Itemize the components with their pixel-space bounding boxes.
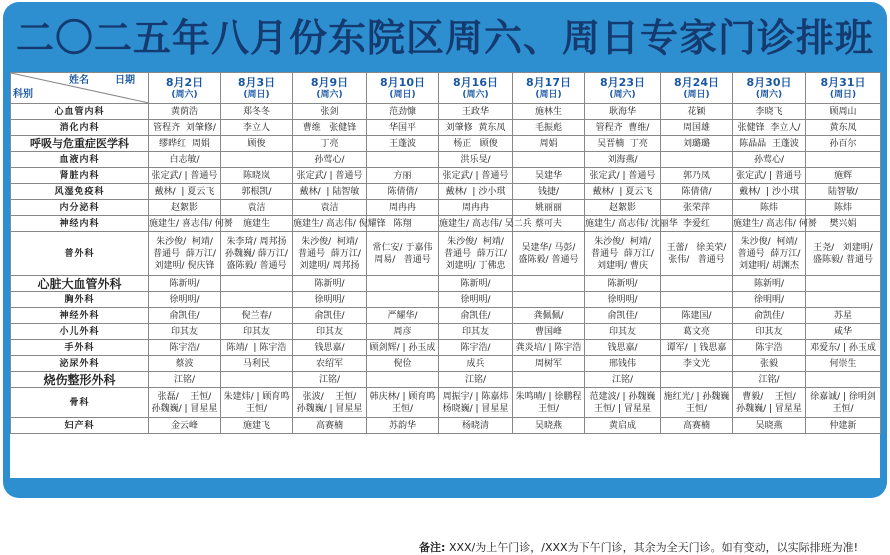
schedule-row — [11, 388, 881, 418]
doctor-cell: 丁亮 — [293, 136, 367, 152]
doctor-cell — [513, 152, 585, 168]
doctor-cell: 张荣萍 — [661, 200, 733, 216]
doctor-cell: 陈翔 — [367, 216, 439, 232]
doctor-cell: 施建生 — [221, 216, 293, 232]
doctor-cell: 倪兰春/ — [221, 308, 293, 324]
doctor-cell: 顾俊 — [221, 136, 293, 152]
doctor-cell: 陈新明/ — [149, 276, 221, 292]
doctor-cell: 张波/ 王恒/ 孙魏巍/ | 冒星星 — [293, 388, 367, 418]
doctor-cell: 顾剑辉/ | 孙玉成 — [367, 340, 439, 356]
doctor-cell — [367, 152, 439, 168]
doctor-cell: 陈新明/ — [439, 276, 513, 292]
doctor-cell: 高赛楠 — [293, 418, 367, 434]
doctor-cell: 刘肇修 黄东凤 — [439, 120, 513, 136]
doctor-cell: 吴建华/ 马彭/ 盛陈毅/ 普通号 — [513, 232, 585, 276]
doctor-cell: 陈晶晶 王蓬波 — [733, 136, 806, 152]
doctor-cell: 李晓飞 — [733, 104, 806, 120]
doctor-cell: 高赛楠 — [661, 418, 733, 434]
department-name: 呼吸与危重症医学科 — [11, 136, 149, 152]
date-header: 8月24日 (周日) — [661, 73, 733, 104]
doctor-cell: 周娟 — [513, 136, 585, 152]
doctor-cell: 钱思嘉/ — [293, 340, 367, 356]
doctor-cell: 朱李琦/ 周邦扬 孙魏巍/ 薛万江/ 盛陈毅/ 普通号 — [221, 232, 293, 276]
doctor-cell: 葛文亮 — [661, 324, 733, 340]
date-header: 8月2日 (周六) — [149, 73, 221, 104]
schedule-board — [10, 72, 880, 554]
doctor-cell: 朱鸣晴/ | 徐鹏程 王恒/ — [513, 388, 585, 418]
doctor-cell: 龚炎培/ | 陈宇浩 — [513, 340, 585, 356]
department-name: 心脏大血管外科 — [11, 276, 149, 292]
doctor-cell: 谭军/ | 钱思嘉 — [661, 340, 733, 356]
doctor-cell: 朱沙俊/ 柯靖/ 普通号 薛万江/ 刘建明/ 丁佛忠 — [439, 232, 513, 276]
doctor-cell: 顾周山 — [806, 104, 881, 120]
doctor-cell: 方丽 — [367, 168, 439, 184]
doctor-cell: 邓爱东/ | 孙玉成 — [806, 340, 881, 356]
doctor-cell: 洪乐旻/ — [439, 152, 513, 168]
doctor-cell: 管程齐 刘肇修/ — [149, 120, 221, 136]
doctor-cell: 江铭/ — [733, 372, 806, 388]
schedule-row — [11, 324, 881, 340]
note-prefix: 备注: — [419, 541, 446, 554]
doctor-cell: 常仁安/ 于嘉伟 周易/ 普通号 — [367, 232, 439, 276]
department-name: 神经内科 — [11, 216, 149, 232]
doctor-cell: 龚佩佩/ — [513, 308, 585, 324]
doctor-cell: 苏韵华 — [367, 418, 439, 434]
department-name: 普外科 — [11, 232, 149, 276]
doctor-cell: 李立人 — [221, 120, 293, 136]
doctor-cell: 严耀华/ — [367, 308, 439, 324]
doctor-cell: 王蓬波 — [367, 136, 439, 152]
schedule-row — [11, 200, 881, 216]
doctor-cell: 戴林/ | 夏云飞 — [149, 184, 221, 200]
date-header: 8月16日 (周六) — [439, 73, 513, 104]
doctor-cell — [661, 372, 733, 388]
doctor-cell: 姚丽丽 — [513, 200, 585, 216]
doctor-cell: 陈晓岚 — [221, 168, 293, 184]
doctor-cell: 施建生/ 高志伟/ 沈丽华 — [585, 216, 661, 232]
doctor-cell: 吴建华 — [513, 168, 585, 184]
doctor-cell: 陈倩倩/ — [661, 184, 733, 200]
doctor-cell: 施建生/ 高志伟/ 倪耀锋 — [293, 216, 367, 232]
doctor-cell: 戴林/ | 陆智敏 — [293, 184, 367, 200]
doctor-cell: 陈靖/ | 陈宇浩 — [221, 340, 293, 356]
date-header: 8月30日 (周六) — [733, 73, 806, 104]
header-corner — [11, 73, 149, 104]
doctor-cell: 陈炜 — [733, 200, 806, 216]
doctor-cell: 马利民 — [221, 356, 293, 372]
doctor-cell: 施建生/ 喜志伟/ 何赟 — [149, 216, 221, 232]
doctor-cell: 陈新明/ — [293, 276, 367, 292]
schedule-row — [11, 340, 881, 356]
department-name: 风湿免疫科 — [11, 184, 149, 200]
department-name: 小儿外科 — [11, 324, 149, 340]
doctor-cell: 印其友 — [733, 324, 806, 340]
doctor-cell: 孙百尔 — [806, 136, 881, 152]
doctor-cell: 陈新明/ — [585, 276, 661, 292]
doctor-cell: 徐明明/ — [733, 292, 806, 308]
doctor-cell: 周彦 — [367, 324, 439, 340]
doctor-cell: 韩庆林/ | 顾育鸣 王恒/ — [367, 388, 439, 418]
doctor-cell: 苏星 — [806, 308, 881, 324]
doctor-cell: 吴晓燕 — [513, 418, 585, 434]
doctor-cell: 施建生/ 高志伟/ 吴二兵 — [439, 216, 513, 232]
doctor-cell: 郭根凯/ — [221, 184, 293, 200]
date-header: 8月3日 (周日) — [221, 73, 293, 104]
doctor-cell: 王蕾/ 徐美荣/ 张伟/ 普通号 — [661, 232, 733, 276]
doctor-cell: 印其友 — [585, 324, 661, 340]
department-name: 消化内科 — [11, 120, 149, 136]
doctor-cell: 俞凯佳/ — [293, 308, 367, 324]
department-name: 胸外科 — [11, 292, 149, 308]
doctor-cell: 成兵 — [439, 356, 513, 372]
doctor-cell: 张定武/ | 普通号 — [293, 168, 367, 184]
doctor-cell: 赵絮影 — [149, 200, 221, 216]
doctor-cell — [806, 292, 881, 308]
doctor-cell: 朱建炜/ | 顾育鸣 王恒/ — [221, 388, 293, 418]
doctor-cell: 俞凯佳/ — [439, 308, 513, 324]
doctor-cell: 周国雄 — [661, 120, 733, 136]
department-name: 肾脏内科 — [11, 168, 149, 184]
doctor-cell: 陆智敏/ — [806, 184, 881, 200]
doctor-cell: 徐明明/ — [293, 292, 367, 308]
doctor-cell: 陈宇浩/ — [439, 340, 513, 356]
doctor-cell: 赵絮影 — [585, 200, 661, 216]
schedule-row — [11, 216, 881, 232]
department-name: 手外科 — [11, 340, 149, 356]
doctor-cell — [806, 372, 881, 388]
doctor-cell: 施建生/ 高志伟/ 何赟 — [733, 216, 806, 232]
doctor-cell: 徐明明/ — [149, 292, 221, 308]
doctor-cell: 郭乃凤 — [661, 168, 733, 184]
doctor-cell: 周振宇/ | 陈嘉炜 杨晓巍/ | 冒星星 — [439, 388, 513, 418]
date-header: 8月9日 (周六) — [293, 73, 367, 104]
doctor-cell: 黄荫浩 — [149, 104, 221, 120]
doctor-cell: 刘璐璐 — [661, 136, 733, 152]
doctor-cell: 蔡波 — [149, 356, 221, 372]
date-header: 8月17日 (周日) — [513, 73, 585, 104]
dept-label: 科别 — [13, 89, 33, 100]
doctor-cell: 华国平 — [367, 120, 439, 136]
doctor-cell: 江铭/ — [439, 372, 513, 388]
doctor-cell: 戴林/ | 夏云飞 — [585, 184, 661, 200]
doctor-cell: 陈倩倩/ — [367, 184, 439, 200]
doctor-cell: 钱捷/ — [513, 184, 585, 200]
doctor-cell: 陈建国/ — [661, 308, 733, 324]
doctor-cell: 缪晔红 周娟 — [149, 136, 221, 152]
department-name: 神经外科 — [11, 308, 149, 324]
doctor-cell: 朱沙俊/ 柯靖/ 普通号 薛万江/ 刘建明/ 周邦扬 — [293, 232, 367, 276]
doctor-cell: 曹国峰 — [513, 324, 585, 340]
doctor-cell — [367, 372, 439, 388]
doctor-cell: 毛振彪 — [513, 120, 585, 136]
doctor-cell: 徐明明/ — [439, 292, 513, 308]
doctor-cell: 吴晋楠 丁亮 — [585, 136, 661, 152]
doctor-cell: 戴林/ | 沙小琪 — [733, 184, 806, 200]
doctor-cell: 李爱红 — [661, 216, 733, 232]
doctor-cell: 朱沙俊/ 柯靖/ 普通号 薛万江/ 刘建明/ 倪庆锋 — [149, 232, 221, 276]
doctor-cell — [367, 292, 439, 308]
note-text: XXX/为上午门诊，/XXX为下午门诊，其余为全天门诊。如有变动，以实际排班为准! — [448, 541, 858, 554]
doctor-cell: 张定武/ | 普通号 — [733, 168, 806, 184]
doctor-cell: 朱沙俊/ 柯靖/ 普通号 薛万江/ 刘建明/ 胡渊杰 — [733, 232, 806, 276]
doctor-cell: 印其友 — [293, 324, 367, 340]
doctor-cell: 朱沙俊/ 柯靖/ 普通号 薛万江/ 刘建明/ 曹庆 — [585, 232, 661, 276]
doctor-cell: 施建飞 — [221, 418, 293, 434]
doctor-cell: 杨晓清 — [439, 418, 513, 434]
doctor-cell: 施红光/ | 孙魏巍 王恒/ — [661, 388, 733, 418]
schedule-row — [11, 152, 881, 168]
doctor-cell: 俞凯佳/ — [733, 308, 806, 324]
schedule-row — [11, 184, 881, 200]
doctor-cell: 曹毅/ 王恒/ 孙魏巍/ | 冒星星 — [733, 388, 806, 418]
doctor-cell: 曹维 张健锋 — [293, 120, 367, 136]
doctor-cell: 白志敏/ — [149, 152, 221, 168]
schedule-row — [11, 292, 881, 308]
doctor-cell: 袁洁 — [293, 200, 367, 216]
doctor-cell: 樊兴娟 — [806, 216, 881, 232]
doctor-cell: 俞凯佳/ — [585, 308, 661, 324]
department-name: 血液内科 — [11, 152, 149, 168]
doctor-cell: 陈新明/ — [733, 276, 806, 292]
doctor-cell: 倪俭 — [367, 356, 439, 372]
doctor-cell: 钱思嘉/ — [585, 340, 661, 356]
department-name: 骨科 — [11, 388, 149, 418]
department-name: 心血管内科 — [11, 104, 149, 120]
doctor-cell: 徐嘉诚/ | 徐明剑 王恒/ — [806, 388, 881, 418]
doctor-cell: 邢钱伟 — [585, 356, 661, 372]
doctor-cell: 张毅 — [733, 356, 806, 372]
doctor-cell: 周冉冉 — [367, 200, 439, 216]
doctor-cell — [513, 276, 585, 292]
doctor-cell: 张健锋 李立人/ — [733, 120, 806, 136]
date-header: 8月23日 (周六) — [585, 73, 661, 104]
doctor-cell: 戴林/ | 沙小琪 — [439, 184, 513, 200]
doctor-cell — [221, 372, 293, 388]
doctor-cell: 耿海华 — [585, 104, 661, 120]
department-name: 妇产科 — [11, 418, 149, 434]
doctor-cell — [513, 372, 585, 388]
doctor-cell: 孙莺心/ — [293, 152, 367, 168]
doctor-cell: 俞凯佳/ — [149, 308, 221, 324]
schedule-row — [11, 104, 881, 120]
doctor-cell — [221, 292, 293, 308]
doctor-cell: 王尧/ 刘建明/ 盛陈毅/ 普通号 — [806, 232, 881, 276]
doctor-cell: 范劲慷 — [367, 104, 439, 120]
doctor-cell: 黄东凤 — [806, 120, 881, 136]
doctor-cell: 张定武/ | 普通号 — [585, 168, 661, 184]
doctor-cell — [661, 292, 733, 308]
doctor-cell: 张定武/ | 普通号 — [439, 168, 513, 184]
doctor-cell: 江铭/ — [293, 372, 367, 388]
doctor-cell — [513, 292, 585, 308]
department-name: 泌尿外科 — [11, 356, 149, 372]
doctor-cell: 徐明明/ — [585, 292, 661, 308]
doctor-cell: 李文光 — [661, 356, 733, 372]
footnote — [10, 539, 880, 555]
doctor-cell: 管程齐 曹维/ — [585, 120, 661, 136]
doctor-cell: 咸华 — [806, 324, 881, 340]
schedule-row — [11, 168, 881, 184]
doctor-cell — [221, 276, 293, 292]
doctor-cell: 施辉 — [806, 168, 881, 184]
doctor-cell — [806, 276, 881, 292]
doctor-cell: 张定武/ | 普通号 — [149, 168, 221, 184]
schedule-row — [11, 418, 881, 434]
doctor-cell: 吴晓燕 — [733, 418, 806, 434]
doctor-cell: 周冉冉 — [439, 200, 513, 216]
doctor-cell — [661, 276, 733, 292]
doctor-cell: 印其友 — [149, 324, 221, 340]
doctor-cell: 印其友 — [439, 324, 513, 340]
doctor-cell: 孙莺心/ — [733, 152, 806, 168]
doctor-cell: 花颖 — [661, 104, 733, 120]
name-label: 姓名 — [69, 75, 89, 86]
doctor-cell: 张磊/ 王恒/ 孙魏巍/ | 冒星星 — [149, 388, 221, 418]
doctor-cell: 范建波/ | 孙魏巍 王恒/ | 冒星星 — [585, 388, 661, 418]
doctor-cell: 张剑 — [293, 104, 367, 120]
doctor-cell: 仲建新 — [806, 418, 881, 434]
doctor-cell — [221, 152, 293, 168]
date-header: 8月31日 (周日) — [806, 73, 881, 104]
doctor-cell: 陈宇浩 — [733, 340, 806, 356]
doctor-cell: 何崇生 — [806, 356, 881, 372]
doctor-cell: 农绍军 — [293, 356, 367, 372]
doctor-cell: 陈宇浩/ — [149, 340, 221, 356]
doctor-cell — [806, 152, 881, 168]
department-name: 内分泌科 — [11, 200, 149, 216]
doctor-cell: 王政华 — [439, 104, 513, 120]
doctor-cell: 印其友 — [221, 324, 293, 340]
doctor-cell: 陈炜 — [806, 200, 881, 216]
doctor-cell: 施林生 — [513, 104, 585, 120]
schedule-row — [11, 136, 881, 152]
doctor-cell: 金云峰 — [149, 418, 221, 434]
schedule-table — [10, 72, 881, 434]
doctor-cell: 刘海燕/ — [585, 152, 661, 168]
doctor-cell: 江铭/ — [585, 372, 661, 388]
doctor-cell: 袁洁 — [221, 200, 293, 216]
schedule-body — [11, 104, 881, 434]
schedule-row — [11, 232, 881, 276]
schedule-row — [11, 120, 881, 136]
doctor-cell — [367, 276, 439, 292]
schedule-row — [11, 276, 881, 292]
doctor-cell: 江铭/ — [149, 372, 221, 388]
page-title: 二〇二五年八月份东院区周六、周日专家门诊排班 — [15, 16, 874, 60]
date-label: 日期 — [115, 75, 135, 86]
date-header: 8月10日 (周日) — [367, 73, 439, 104]
schedule-row — [11, 308, 881, 324]
doctor-cell: 杨正 顾俊 — [439, 136, 513, 152]
department-name: 烧伤整形外科 — [11, 372, 149, 388]
doctor-cell: 郑冬冬 — [221, 104, 293, 120]
header-row — [11, 73, 881, 104]
doctor-cell: 黄启成 — [585, 418, 661, 434]
doctor-cell: 蔡可夫 — [513, 216, 585, 232]
doctor-cell: 周树军 — [513, 356, 585, 372]
schedule-row — [11, 372, 881, 388]
doctor-cell — [661, 152, 733, 168]
schedule-row — [11, 356, 881, 372]
